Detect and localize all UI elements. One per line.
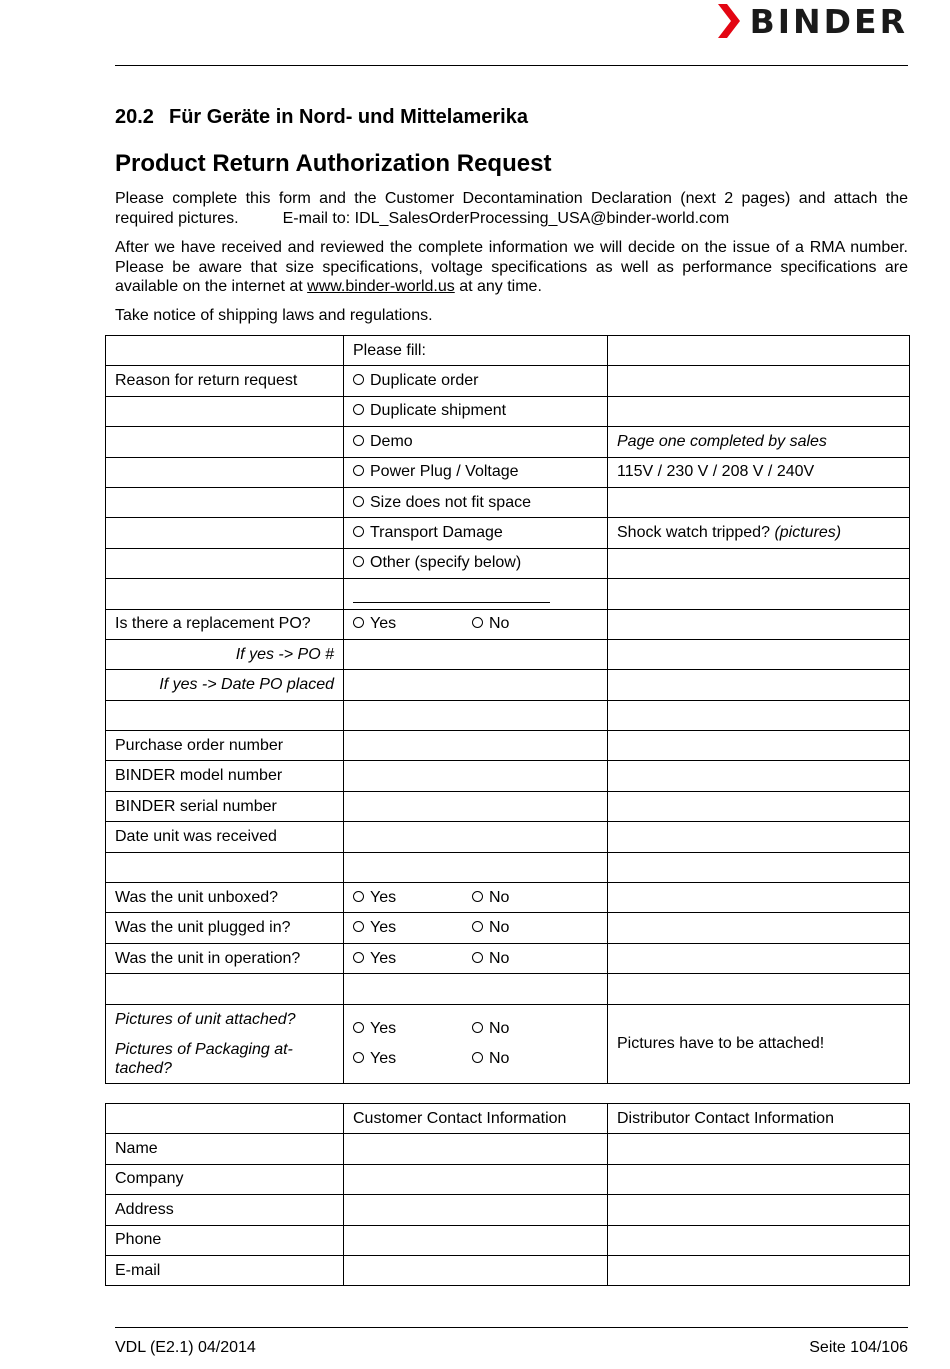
no-option[interactable] [472, 950, 509, 968]
model-number-field[interactable] [344, 761, 608, 791]
reason-option-transport-damage[interactable] [344, 518, 608, 548]
header-divider [115, 65, 908, 66]
table-row [106, 1164, 910, 1194]
date-received-label: Date unit was received [106, 822, 344, 852]
table-row [106, 639, 910, 669]
section-number: 20.2 [115, 106, 154, 128]
form-cell [106, 457, 344, 487]
distributor-address-field[interactable] [608, 1195, 910, 1225]
yes-option[interactable] [353, 889, 472, 907]
option-label: No [489, 888, 510, 906]
plugged-in-label: Was the unit plugged in? [106, 913, 344, 943]
table-row [106, 487, 910, 517]
form-cell [106, 336, 344, 366]
other-specify-field[interactable] [344, 579, 608, 609]
customer-company-field[interactable] [344, 1164, 608, 1194]
no-option[interactable] [472, 1049, 509, 1068]
section-heading [115, 106, 528, 129]
date-received-field[interactable] [344, 822, 608, 852]
email-instruction: E-mail to: IDL_SalesOrderProcessing_USA@binder-world.com [282, 209, 730, 227]
form-cell [608, 974, 910, 1004]
radio-icon[interactable] [353, 952, 364, 963]
return-request-form [105, 335, 910, 1084]
form-cell [344, 852, 608, 882]
reason-option-demo[interactable] [344, 427, 608, 457]
option-label: Yes [370, 615, 397, 633]
radio-icon[interactable] [472, 891, 483, 902]
no-option[interactable] [472, 919, 509, 937]
option-label: Duplicate order [370, 372, 479, 390]
customer-contact-header: Customer Contact Information [344, 1104, 608, 1134]
option-label: Transport Damage [370, 524, 503, 542]
logo-text: BINDER [749, 1, 908, 41]
distributor-name-field[interactable] [608, 1134, 910, 1164]
reason-option-other[interactable] [344, 548, 608, 578]
distributor-phone-field[interactable] [608, 1225, 910, 1255]
rma-text-end: at any time. [454, 278, 542, 295]
form-cell [106, 852, 344, 882]
option-label: No [489, 949, 510, 967]
rma-text: After we have received and reviewed the complete information we will decide on the issue of a RMA number. Please be aware that size specifications, voltage specifications as well as performance specifications are available on the internet at [115, 239, 908, 295]
option-label: Yes [370, 888, 397, 906]
reason-option-size[interactable] [344, 487, 608, 517]
yes-option[interactable] [353, 1019, 472, 1038]
radio-icon[interactable] [472, 952, 483, 963]
document-title: Product Return Authorization Request [115, 150, 552, 177]
table-row [106, 336, 910, 366]
radio-icon[interactable] [353, 526, 364, 537]
table-row [106, 731, 910, 761]
form-cell [608, 761, 910, 791]
serial-number-field[interactable] [344, 791, 608, 821]
form-cell [106, 427, 344, 457]
radio-icon[interactable] [353, 496, 364, 507]
radio-icon[interactable] [472, 921, 483, 932]
pictures-unit-label: Pictures of unit attached? [115, 1010, 296, 1028]
pictures-packaging-options [353, 1049, 598, 1068]
shipping-note: Take notice of shipping laws and regulations. [115, 307, 433, 324]
unboxed-label: Was the unit unboxed? [106, 883, 344, 913]
in-operation-label: Was the unit in operation? [106, 943, 344, 973]
table-row [106, 1104, 910, 1134]
form-cell [106, 518, 344, 548]
form-cell [608, 700, 910, 730]
table-row [106, 427, 910, 457]
distributor-email-field[interactable] [608, 1255, 910, 1285]
yes-option[interactable] [353, 615, 472, 633]
table-row [106, 1255, 910, 1285]
pictures-hint: (pictures) [774, 524, 842, 542]
no-option[interactable] [472, 1019, 509, 1038]
option-label: Power Plug / Voltage [370, 463, 519, 481]
form-cell [608, 791, 910, 821]
table-row [106, 609, 910, 639]
pictures-options [344, 1004, 608, 1083]
radio-icon[interactable] [353, 617, 364, 628]
table-row [106, 943, 910, 973]
pictures-packaging-label: Pictures of Packaging at- [115, 1040, 293, 1058]
option-label: Duplicate shipment [370, 402, 507, 420]
replacement-po-label: Is there a replacement PO? [106, 609, 344, 639]
table-row [106, 791, 910, 821]
po-number-field[interactable] [344, 639, 608, 669]
form-cell [608, 670, 910, 700]
pictures-unit-options [353, 1019, 598, 1038]
form-cell [608, 883, 910, 913]
form-cell [608, 579, 910, 609]
contact-email-label: E-mail [106, 1255, 344, 1285]
reason-note [608, 487, 910, 517]
radio-icon[interactable] [353, 404, 364, 415]
reason-label: Reason for return request [106, 366, 344, 396]
distributor-contact-header: Distributor Contact Information [608, 1104, 910, 1134]
no-option[interactable] [472, 615, 509, 633]
form-cell [106, 548, 344, 578]
table-row [106, 366, 910, 396]
table-row [106, 579, 910, 609]
contact-address-label: Address [106, 1195, 344, 1225]
customer-email-field[interactable] [344, 1255, 608, 1285]
in-operation-options [344, 943, 608, 973]
reason-option-power-plug[interactable] [344, 457, 608, 487]
reason-note-demo: Page one completed by sales [608, 427, 910, 457]
option-label: No [489, 919, 510, 937]
reason-note-shock-watch [608, 518, 910, 548]
table-row [106, 700, 910, 730]
reason-note-voltage: 115V / 230 V / 208 V / 240V [608, 457, 910, 487]
reason-note [608, 548, 910, 578]
form-cell [608, 609, 910, 639]
yes-option[interactable] [353, 950, 472, 968]
table-row [106, 1134, 910, 1164]
table-row [106, 974, 910, 1004]
option-label: No [489, 1050, 510, 1068]
table-row [106, 1195, 910, 1225]
table-row [106, 1225, 910, 1255]
reason-option-duplicate-order[interactable] [344, 366, 608, 396]
binder-chevron-icon [718, 4, 742, 38]
intro-text: Please complete this form and the Customer Decontamination Declaration (next 2 pages) and attach the required pictures. [115, 190, 908, 227]
form-cell [106, 700, 344, 730]
option-label: Yes [370, 1020, 397, 1038]
table-row [106, 457, 910, 487]
serial-number-label: BINDER serial number [106, 791, 344, 821]
option-label: Yes [370, 1050, 397, 1068]
po-date-field[interactable] [344, 670, 608, 700]
form-cell [106, 1104, 344, 1134]
form-cell [608, 822, 910, 852]
option-label: Demo [370, 432, 413, 450]
form-cell [106, 396, 344, 426]
contact-information-table [105, 1103, 910, 1286]
plugged-in-options [344, 913, 608, 943]
contact-name-label: Name [106, 1134, 344, 1164]
website-link[interactable]: www.binder-world.us [307, 278, 455, 295]
no-option[interactable] [472, 889, 509, 907]
table-row [106, 670, 910, 700]
rma-paragraph [115, 238, 908, 297]
table-row [106, 852, 910, 882]
contact-phone-label: Phone [106, 1225, 344, 1255]
radio-icon[interactable] [353, 921, 364, 932]
table-row [106, 913, 910, 943]
pictures-note [608, 1004, 910, 1083]
model-number-label: BINDER model number [106, 761, 344, 791]
binder-logo [718, 2, 908, 40]
table-row [106, 1004, 910, 1083]
section-title: Für Geräte in Nord- und Mittelamerika [169, 106, 528, 128]
form-cell [608, 943, 910, 973]
contact-company-label: Company [106, 1164, 344, 1194]
table-row [106, 548, 910, 578]
option-label: Other (specify below) [370, 554, 522, 572]
table-row [106, 518, 910, 548]
yes-option[interactable] [353, 919, 472, 937]
form-cell [344, 974, 608, 1004]
form-cell [608, 336, 910, 366]
radio-icon[interactable] [353, 556, 364, 567]
radio-icon[interactable] [353, 435, 364, 446]
radio-icon[interactable] [353, 1022, 364, 1033]
option-label: No [489, 1020, 510, 1038]
purchase-order-field[interactable] [344, 731, 608, 761]
customer-name-field[interactable] [344, 1134, 608, 1164]
radio-icon[interactable] [353, 891, 364, 902]
po-date-label: If yes -> Date PO placed [106, 670, 344, 700]
pictures-labels [106, 1004, 344, 1083]
yes-option[interactable] [353, 1049, 472, 1068]
please-fill-label: Please fill: [344, 336, 608, 366]
form-cell [608, 731, 910, 761]
shock-watch-text: Shock watch tripped? [617, 524, 770, 542]
option-label: Yes [370, 919, 397, 937]
radio-icon[interactable] [353, 1052, 364, 1063]
table-row [106, 883, 910, 913]
form-cell [106, 974, 344, 1004]
reason-note [608, 366, 910, 396]
radio-icon[interactable] [353, 465, 364, 476]
table-row [106, 822, 910, 852]
distributor-company-field[interactable] [608, 1164, 910, 1194]
replacement-po-options [344, 609, 608, 639]
radio-icon[interactable] [472, 1052, 483, 1063]
po-number-label: If yes -> PO # [106, 639, 344, 669]
option-label: Yes [370, 949, 397, 967]
radio-icon[interactable] [472, 1022, 483, 1033]
document-version: VDL (E2.1) 04/2014 [115, 1339, 256, 1356]
specify-line[interactable] [353, 602, 550, 603]
customer-address-field[interactable] [344, 1195, 608, 1225]
pictures-note-text: Pictures have to be attached! [617, 1035, 825, 1053]
pictures-packaging-label-cont: tached? [115, 1059, 172, 1077]
purchase-order-label: Purchase order number [106, 731, 344, 761]
form-cell [106, 579, 344, 609]
unboxed-options [344, 883, 608, 913]
option-label: No [489, 615, 510, 633]
page-number: Seite 104/106 [809, 1339, 908, 1356]
table-row [106, 396, 910, 426]
form-cell [608, 852, 910, 882]
radio-icon[interactable] [472, 617, 483, 628]
form-cell [608, 913, 910, 943]
reason-note [608, 396, 910, 426]
form-cell [608, 639, 910, 669]
table-row [106, 761, 910, 791]
form-cell [344, 700, 608, 730]
reason-option-duplicate-shipment[interactable] [344, 396, 608, 426]
form-cell [106, 487, 344, 517]
footer-divider [115, 1327, 908, 1328]
radio-icon[interactable] [353, 374, 364, 385]
intro-paragraph [115, 189, 908, 228]
customer-phone-field[interactable] [344, 1225, 608, 1255]
option-label: Size does not fit space [370, 493, 531, 511]
